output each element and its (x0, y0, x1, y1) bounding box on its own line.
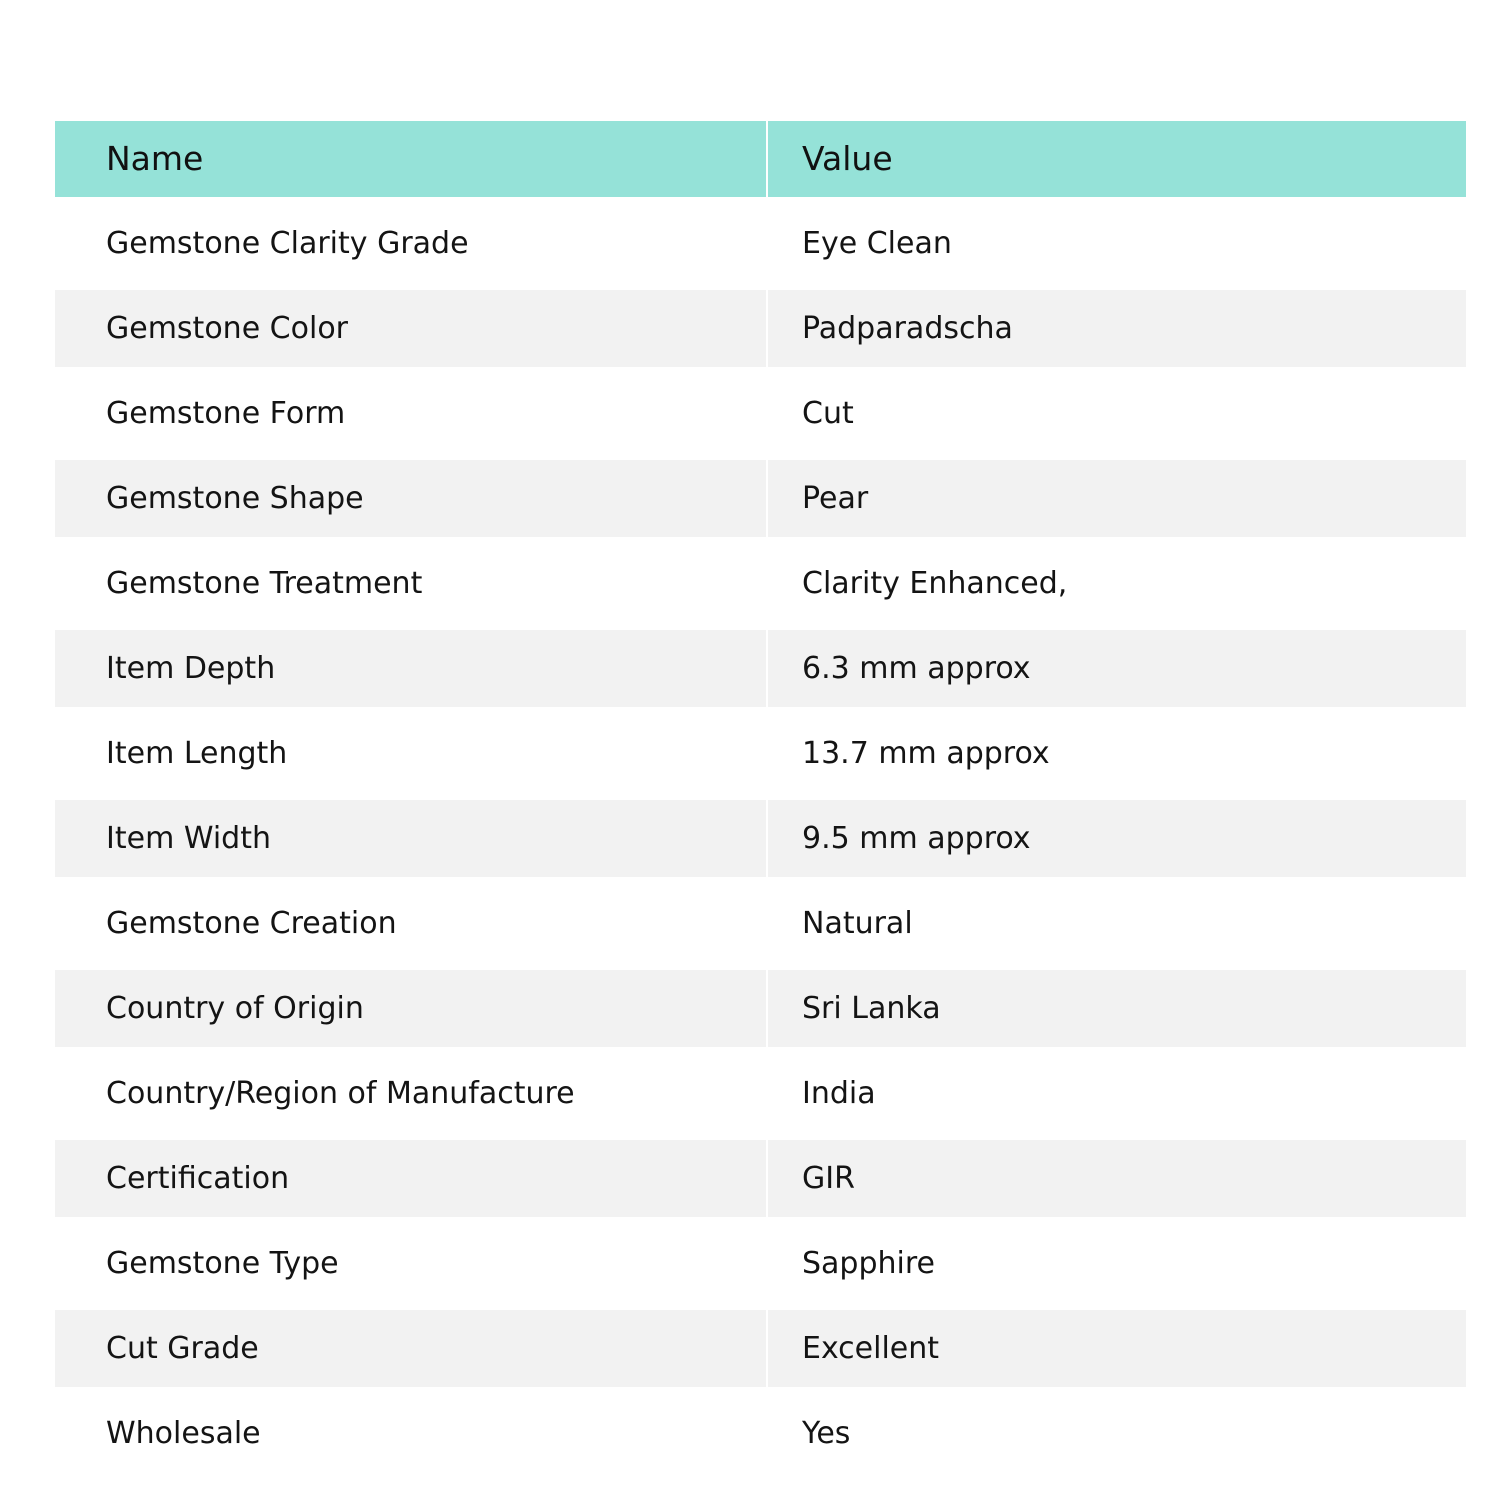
row-name: Item Length (55, 707, 766, 792)
row-value: Sri Lanka (766, 962, 1466, 1047)
row-name: Country/Region of Manufacture (55, 1047, 766, 1132)
table-row (55, 962, 1466, 1047)
row-value: Eye Clean (766, 197, 1466, 282)
row-value: India (766, 1047, 1466, 1132)
row-value: Padparadscha (766, 282, 1466, 367)
row-name: Certification (55, 1132, 766, 1217)
row-name: Item Depth (55, 622, 766, 707)
row-value: Pear (766, 452, 1466, 537)
table-row (55, 282, 1466, 367)
row-name: Item Width (55, 792, 766, 877)
table-row (55, 1132, 1466, 1217)
table-row (55, 537, 1466, 622)
row-value: Excellent (766, 1302, 1466, 1387)
row-name: Gemstone Color (55, 282, 766, 367)
row-name: Wholesale (55, 1387, 766, 1472)
row-name: Gemstone Form (55, 367, 766, 452)
table-row (55, 1387, 1466, 1472)
table-row (55, 1217, 1466, 1302)
table-row (55, 622, 1466, 707)
row-name: Country of Origin (55, 962, 766, 1047)
header-value: Value (766, 121, 1466, 197)
row-value: 9.5 mm approx (766, 792, 1466, 877)
row-value: 6.3 mm approx (766, 622, 1466, 707)
row-name: Cut Grade (55, 1302, 766, 1387)
table-row (55, 452, 1466, 537)
header-row (55, 121, 1466, 197)
table-row (55, 367, 1466, 452)
specifications-table (55, 121, 1466, 1472)
table-header (55, 121, 1466, 197)
table-row (55, 877, 1466, 962)
row-name: Gemstone Creation (55, 877, 766, 962)
table-row (55, 197, 1466, 282)
table-row (55, 707, 1466, 792)
row-value: GIR (766, 1132, 1466, 1217)
row-value: Natural (766, 877, 1466, 962)
row-value: Cut (766, 367, 1466, 452)
row-value: Sapphire (766, 1217, 1466, 1302)
row-name: Gemstone Type (55, 1217, 766, 1302)
row-value: Yes (766, 1387, 1466, 1472)
row-name: Gemstone Treatment (55, 537, 766, 622)
table-body (55, 197, 1466, 1472)
table-row (55, 1047, 1466, 1132)
table-row (55, 792, 1466, 877)
row-value: Clarity Enhanced, (766, 537, 1466, 622)
row-name: Gemstone Shape (55, 452, 766, 537)
header-name: Name (55, 121, 766, 197)
row-name: Gemstone Clarity Grade (55, 197, 766, 282)
row-value: 13.7 mm approx (766, 707, 1466, 792)
table-row (55, 1302, 1466, 1387)
